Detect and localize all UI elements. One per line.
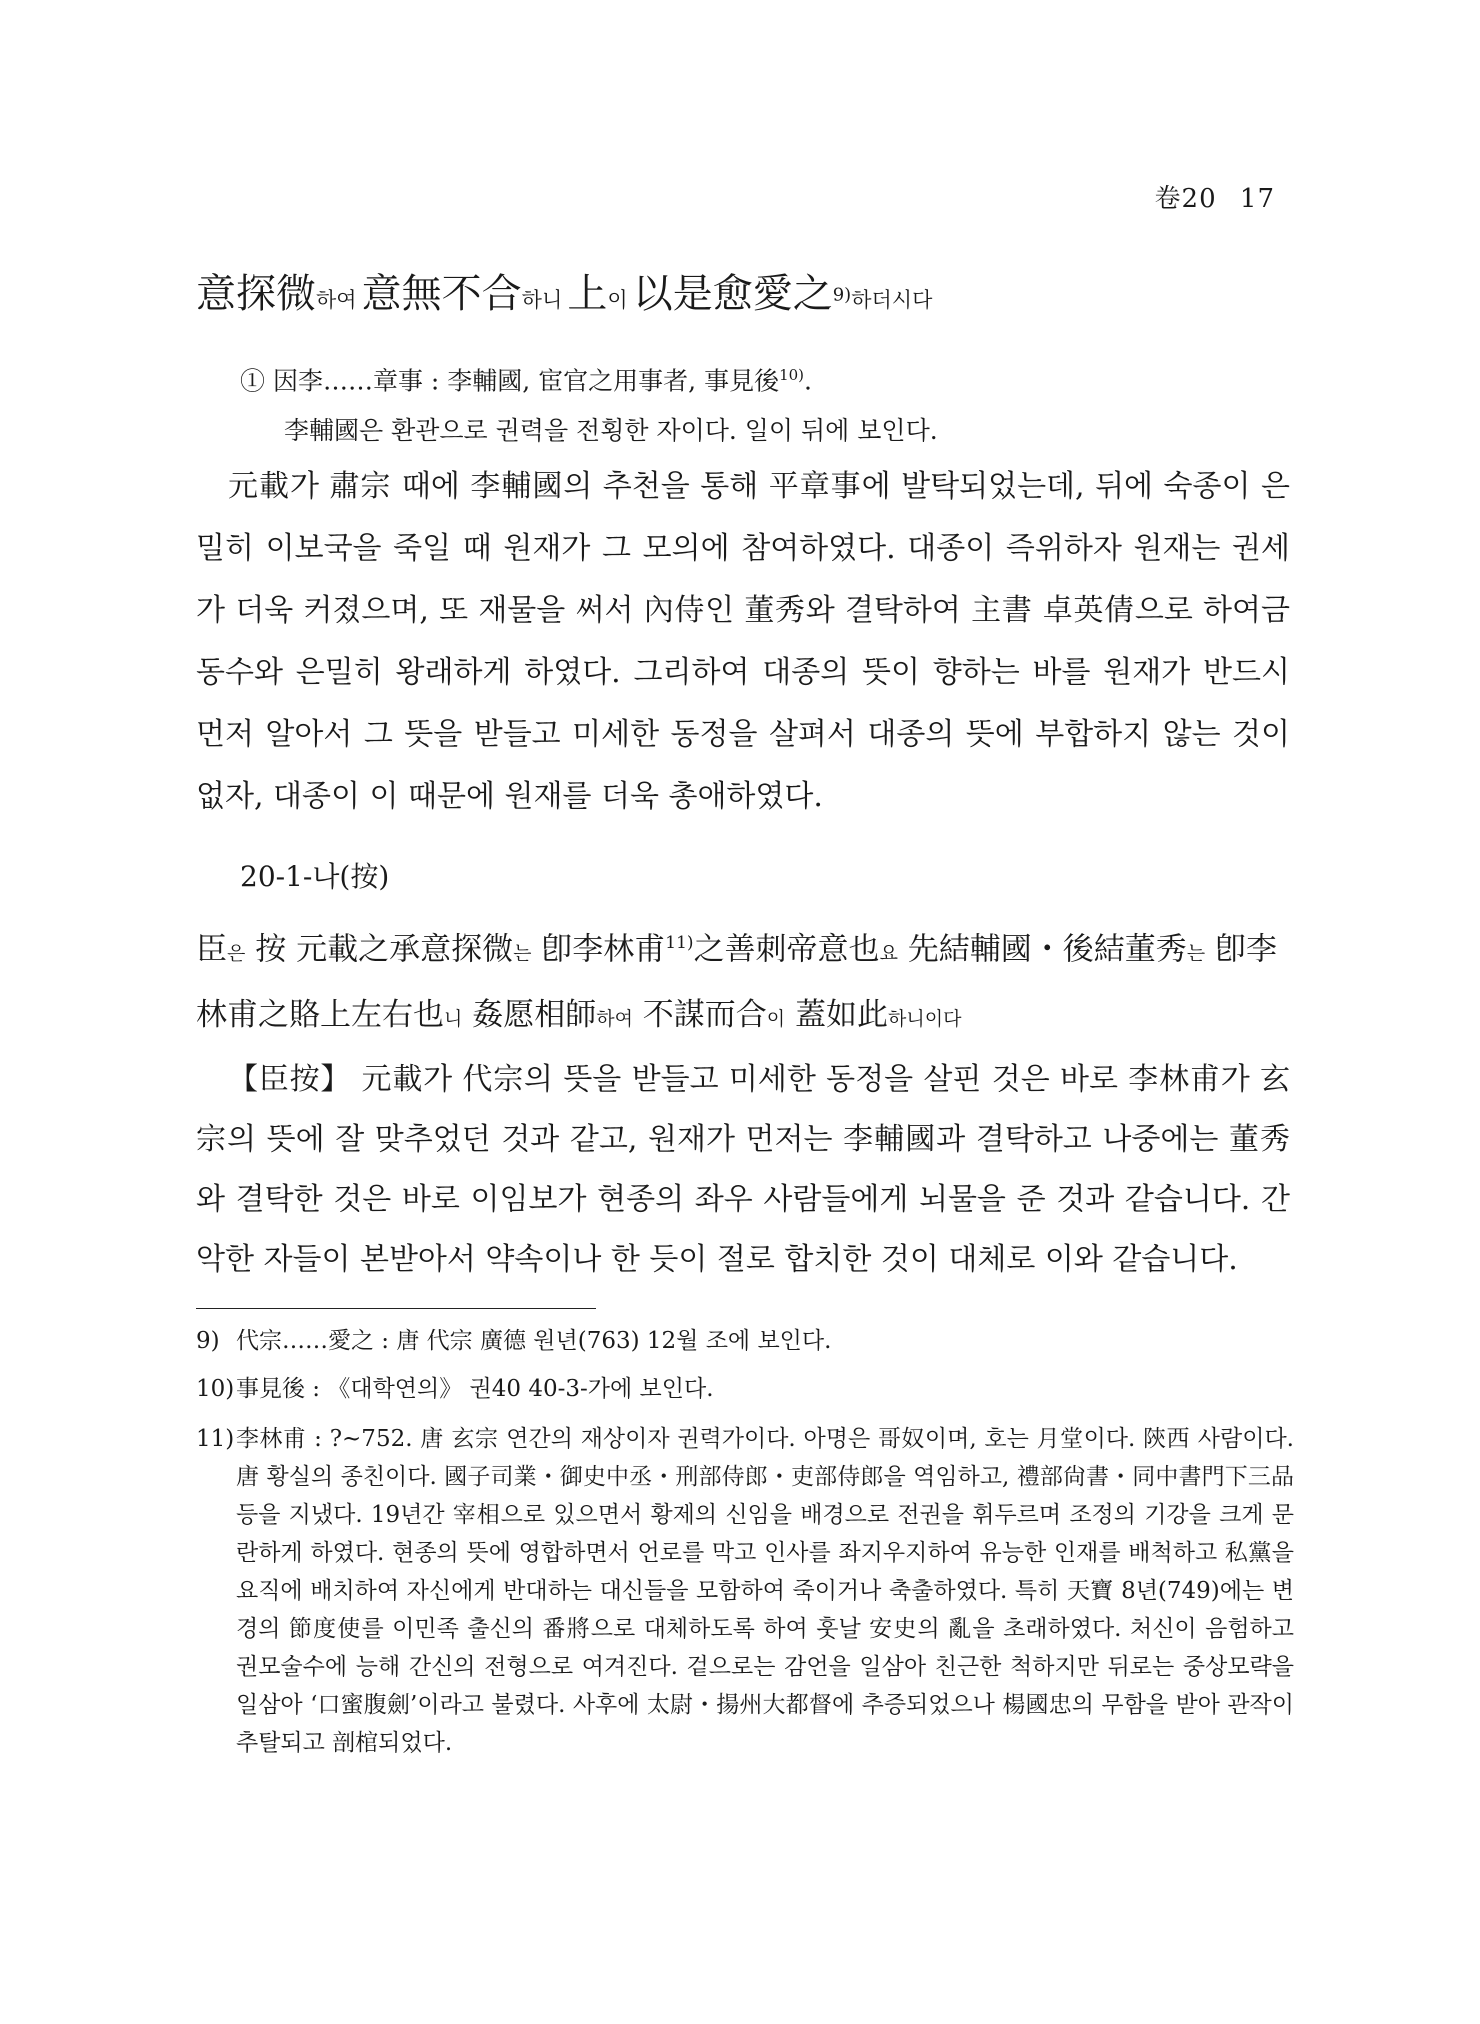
verse-particle: 하여 — [316, 288, 357, 312]
verse-phrase: 意無不合 — [361, 271, 522, 317]
verse-particle: 하더시다 — [851, 288, 933, 312]
footnote-text: 事見後 : 《대학연의》 권40 40-3-가에 보인다. — [236, 1376, 714, 1402]
comm-phrase: 卽李林甫之賂上左右也 — [196, 931, 1277, 1034]
footnote-text: 李林甫 : ?~752. 唐 玄宗 연간의 재상이자 권력가이다. 아명은 哥奴이며, 호는 月堂이다. 陝西 사람이다. 唐 황실의 종친이다. 國子司業・御史中丞・刑部侍郎・吏部侍郎을 역임하고, 禮部尙書・同中書門下三品 등을 지냈다. 19년간 宰相으로 있으면서 황제의 신임을 배경으로 전권을 휘두르며 조정의 기강을 크게 문란하게 하였다. 현종의 뜻에 영합하면서 언로를 막고 인사를 좌지우지하여 유능한 인재를 배척하고 私黨을 요직에 배치하여 자신에게 반대하는 대신들을 모함하여 죽이거나 축출하였다. 특히 天寶 8년(749)에는 변경의 節度使를 이민족 출신의 番將으로 대체하도록 하여 훗날 安史의 亂을 초래하였다. 처신이 음험하고 권모술수에 능해 간신의 전형으로 여겨진다. 겉으로는 감언을 일삼아 친근한 척하지만 뒤로는 중상모략을 일삼아 ‘口蜜腹劍’이라고 불렸다. 사후에 太尉・揚州大都督에 추증되었으나 楊國忠의 무함을 받아 관작이 추탈되고 剖棺되었다. — [236, 1426, 1294, 1756]
footnote-number: 11) — [196, 1426, 235, 1452]
commentary-text — [196, 912, 1296, 1050]
classical-verse — [196, 262, 1296, 319]
note-end: . — [804, 366, 812, 396]
comm-particle: 는 — [513, 942, 532, 965]
comm-phrase: 蓋如此 — [795, 997, 889, 1034]
translation-paragraph: 元載가 肅宗 때에 李輔國의 추천을 통해 平章事에 발탁되었는데, 뒤에 숙종이 은밀히 이보국을 죽일 때 원재가 그 모의에 참여하였다. 대종이 즉위하자 원재는 권세가 더욱 커졌으며, 또 재물을 써서 內侍인 董秀와 결탁하여 主書 卓英倩으로 하여금 동수와 은밀히 왕래하게 하였다. 그리하여 대종의 뜻이 향하는 바를 원재가 반드시 먼저 알아서 그 뜻을 받들고 미세한 동정을 살펴서 대종의 뜻에 부합하지 않는 것이 없자, 대종이 이 때문에 원재를 더욱 총애하였다. — [196, 469, 1290, 814]
verse-phrase: 意探微 — [196, 271, 316, 317]
footnote — [196, 1420, 1294, 1762]
footnote-number: 9) — [196, 1328, 220, 1354]
footnote-divider — [196, 1308, 596, 1309]
annotation-note — [240, 350, 1300, 456]
comm-particle: 하여 — [596, 1008, 633, 1031]
comm-phrase: 臣 — [196, 931, 227, 968]
verse-phrase: 以是愈愛之 — [632, 271, 833, 317]
volume-label: 卷20 — [1154, 184, 1217, 214]
section-heading: 20-1-나(按) — [240, 860, 390, 893]
footnote-ref[interactable]: 11) — [665, 933, 694, 953]
footnote-text: 代宗……愛之 : 唐 代宗 廣德 원년(763) 12월 조에 보인다. — [236, 1328, 832, 1354]
footnote — [196, 1322, 1294, 1360]
commentary-label: 【臣按】 — [228, 1062, 352, 1097]
footnote-ref[interactable]: 9) — [832, 284, 852, 306]
commentary-translation — [196, 1050, 1290, 1290]
footnote — [196, 1370, 1294, 1408]
comm-particle: 하니이다 — [888, 1008, 962, 1031]
comm-particle: 이 — [766, 1008, 786, 1031]
comm-particle: 요 — [879, 942, 898, 965]
comm-particle: 니 — [444, 1008, 463, 1031]
commentary-translation-text: 元載가 代宗의 뜻을 받들고 미세한 동정을 살핀 것은 바로 李林甫가 玄宗의 뜻에 잘 맞추었던 것과 같고, 원재가 먼저는 李輔國과 결탁하고 나중에는 董秀와 결탁한 것은 바로 이임보가 현종의 좌우 사람들에게 뇌물을 준 것과 같습니다. 간악한 자들이 본받아서 약속이나 한 듯이 절로 합치한 것이 대체로 이와 같습니다. — [196, 1062, 1291, 1277]
footnote-ref[interactable]: 10) — [779, 366, 805, 384]
comm-phrase: 卽李林甫 — [541, 931, 666, 968]
comm-particle: 는 — [1186, 942, 1206, 965]
comm-phrase: 不謀而合 — [642, 997, 767, 1034]
note-gloss: 李輔國은 환관으로 권력을 전횡한 자이다. 일이 뒤에 보인다. — [284, 416, 938, 446]
verse-particle: 하니 — [521, 288, 563, 312]
comm-phrase: 之善刺帝意也 — [693, 931, 880, 968]
comm-phrase: 姦愿相師 — [472, 997, 597, 1034]
comm-phrase: 按 元載之承意探微 — [255, 931, 514, 968]
footnote-number: 10) — [196, 1376, 235, 1402]
comm-phrase: 先結輔國・後結董秀 — [907, 931, 1187, 968]
verse-particle: 이 — [607, 288, 628, 312]
running-header — [1155, 178, 1275, 215]
note-marker: ① — [240, 366, 266, 396]
page-number: 17 — [1239, 184, 1275, 214]
note-text: 因李……章事 : 李輔國, 宦官之用事者, 事見後 — [272, 366, 780, 396]
verse-phrase: 上 — [567, 271, 608, 317]
comm-particle: 은 — [227, 942, 246, 965]
